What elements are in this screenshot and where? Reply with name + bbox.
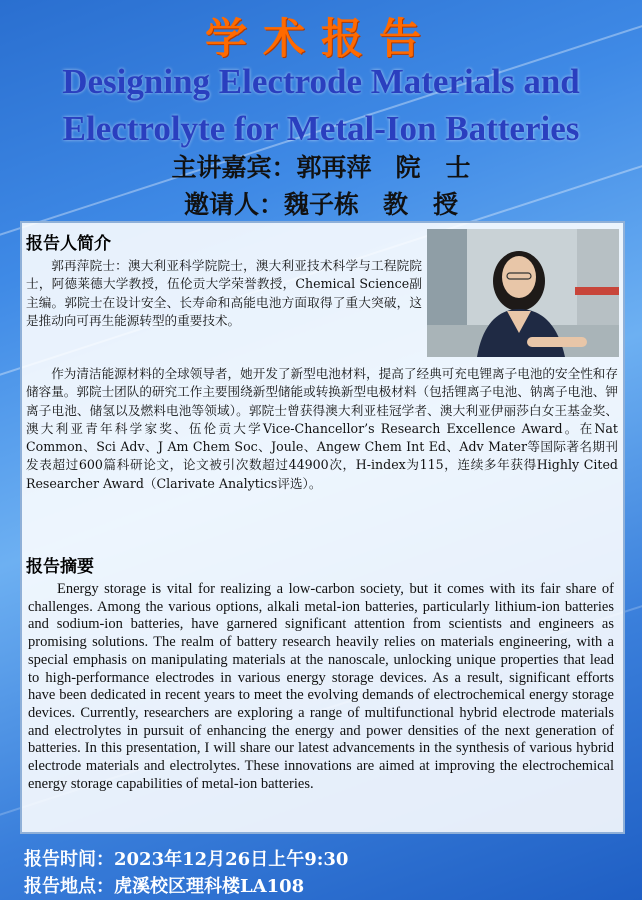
speaker-portrait-icon bbox=[427, 229, 619, 357]
inviter-line bbox=[0, 185, 642, 221]
speaker-title: 院 士 bbox=[395, 153, 471, 182]
talk-location: 报告地点：虎溪校区理科楼LA108 bbox=[24, 876, 305, 897]
bio-paragraph-2: 作为清洁能源材料的全球领导者，她开发了新型电池材料，提高了经典可充电锂离子电池的安全性和存储容量。郭院士团队的研究工作主要围绕新型储能或转换新型电极材料（包括锂离子电池、钠离子电池、钾离子电池、储氢以及燃料电池等领域）。郭院士曾获得澳大利亚桂冠学者、澳大利亚伊丽莎白女王基金奖、澳大利亚青年科学家奖、伍伦贡大学Vice-Chancellor’s Research Excellence Award。在Nat Common、Sci Adv、J Am Chem Soc、Joule、Angew Chem Int Ed、Adv Mater等国际著名期刊发表超过600篇科研论文，论文被引次数超过44900次，H-index为115，连续多年获得Highly Cited Researcher Award（Clarivate Analytics评选）。 bbox=[26, 366, 618, 491]
speaker-line bbox=[0, 148, 642, 184]
poster-title: 学术报告 bbox=[204, 14, 437, 63]
speaker-photo bbox=[427, 229, 619, 357]
speaker-label: 主讲嘉宾： bbox=[171, 153, 297, 182]
talk-title: Designing Electrode Materials and Electrolyte for Metal-Ion Batteries bbox=[62, 62, 580, 148]
inviter-name: 魏子栋 bbox=[283, 190, 359, 219]
content-panel bbox=[20, 221, 625, 834]
abstract-heading: 报告摘要 bbox=[26, 557, 94, 577]
talk-time: 报告时间：2023年12月26日上午9:30 bbox=[24, 849, 349, 870]
bio-heading: 报告人简介 bbox=[26, 234, 111, 254]
inviter-label: 邀请人： bbox=[183, 190, 284, 219]
abstract-text: Energy storage is vital for realizing a low-carbon society, but it comes with its fair share of challenges. Among the various options, alkali metal-ion batteries, particularly lithium-ion batteries and sodium-ion batteries, have garnered significant attention from scientists and engineers as promising solutions. The realm of battery research heavily relies on materials engineering, with a special emphasis on manipulating materials at the nanoscale, unlocking unique properties that lead to high-performance electrodes in various energy storage devices. As a result, significant efforts have been dedicated in recent years to meet the evolving demands of electrochemical energy storage devices. Currently, researchers are exploring a range of multifunctional hybrid electrode materials and electrolytes in pursuit of enhancing the energy and power densities of the next generation of batteries. In this presentation, I will share our latest advancements in the synthesis of various hybrid electrode materials and electrolytes. These innovations are aimed at improving the electrochemical energy storage capabilities of metal-ion batteries. bbox=[28, 581, 614, 792]
speaker-name: 郭再萍 bbox=[296, 153, 372, 182]
bio-paragraph-1: 郭再萍院士：澳大利亚科学院院士，澳大利亚技术科学与工程院院士，阿德莱德大学教授，伍伦贡大学荣誉教授，Chemical Science副主编。郭院士在设计安全、长寿命和高能电池方面取得了重大突破，这是推动向可再生能源转型的重要技术。 bbox=[26, 258, 422, 328]
inviter-title: 教 授 bbox=[383, 190, 459, 219]
